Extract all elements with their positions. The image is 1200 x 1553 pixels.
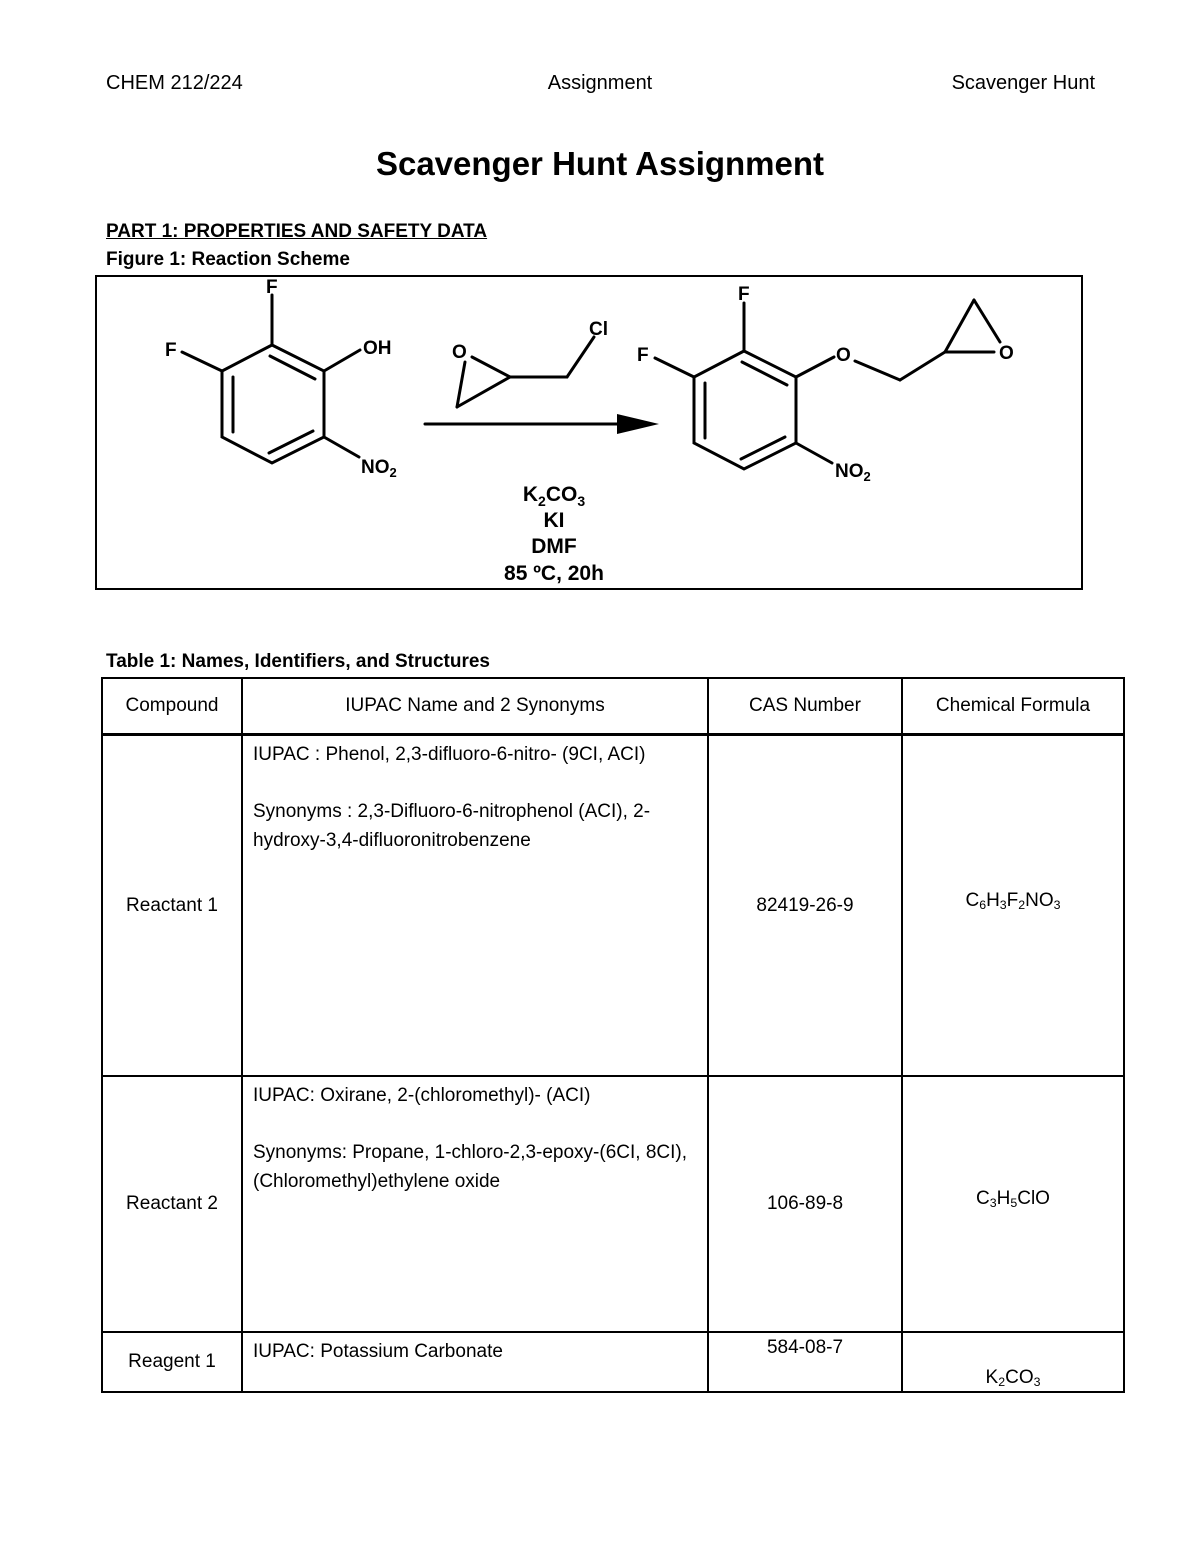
atom-oh-r1: OH bbox=[363, 338, 392, 359]
synonyms: Synonyms : 2,3-Difluoro-6-nitrophenol (ACI), 2-hydroxy-3,4-difluoronitrobenzene bbox=[253, 801, 651, 851]
table1-caption: Table 1: Names, Identifiers, and Structures bbox=[106, 651, 490, 672]
atom-f-left-r1: F bbox=[165, 340, 177, 361]
synonyms: Synonyms: Propane, 1-chloro-2,3-epoxy-(6CI, 8CI), (Chloromethyl)ethylene oxide bbox=[253, 1142, 688, 1192]
formula-cell: $C_6H_3F_2NO_3$ bbox=[902, 735, 1124, 1077]
atom-f-top-product: F bbox=[738, 284, 750, 305]
iupac-name: IUPAC : Phenol, 2,3-difluoro-6-nitro- (9CI, ACI) bbox=[253, 744, 646, 765]
page-title: Scavenger Hunt Assignment bbox=[375, 145, 825, 182]
header-doc-type: Assignment bbox=[547, 72, 653, 94]
table-row bbox=[102, 1076, 1124, 1332]
atom-no2-r1: $NO_2$ bbox=[361, 457, 397, 480]
condition-temp-time: 85 ºC, 20h bbox=[504, 562, 604, 585]
atom-o-epoxide-product: O bbox=[999, 343, 1014, 364]
product-ring bbox=[694, 351, 796, 469]
table-header-row bbox=[102, 678, 1124, 735]
part1-heading: PART 1: PROPERTIES AND SAFETY DATA bbox=[106, 221, 488, 242]
iupac-name: IUPAC: Oxirane, 2-(chloromethyl)- (ACI) bbox=[253, 1085, 591, 1106]
formula-cell: $C_3H_5ClO$ bbox=[902, 1076, 1124, 1332]
col-header-iupac: IUPAC Name and 2 Synonyms bbox=[242, 678, 708, 735]
compound-cell: Reagent 1 bbox=[102, 1332, 242, 1392]
names-identifiers-table bbox=[101, 677, 1125, 1393]
cas-cell: 106-89-8 bbox=[708, 1076, 902, 1332]
iupac-cell bbox=[242, 1076, 708, 1332]
compound-cell: Reactant 2 bbox=[102, 1076, 242, 1332]
col-header-cas: CAS Number bbox=[708, 678, 902, 735]
iupac-cell bbox=[242, 735, 708, 1077]
iupac-cell bbox=[242, 1332, 708, 1392]
cas-cell: 584-08-7 bbox=[708, 1332, 902, 1392]
arrow-head bbox=[617, 414, 659, 434]
atom-f-left-product: F bbox=[637, 345, 649, 366]
condition-k2co3: $K_2CO_3$ bbox=[522, 483, 586, 509]
condition-ki: KI bbox=[543, 509, 565, 532]
cas-cell: 82419-26-9 bbox=[708, 735, 902, 1077]
reactant1-ring bbox=[222, 345, 324, 463]
header-course: CHEM 212/224 bbox=[106, 72, 243, 94]
compound-cell: Reactant 1 bbox=[102, 735, 242, 1077]
atom-f-top-r1: F bbox=[266, 277, 278, 298]
formula-cell: $K_2CO_3$ bbox=[902, 1332, 1124, 1392]
condition-dmf: DMF bbox=[531, 535, 577, 558]
col-header-formula: Chemical Formula bbox=[902, 678, 1124, 735]
atom-o-epoxide: O bbox=[452, 342, 467, 363]
table-row bbox=[102, 735, 1124, 1077]
reaction-scheme-drawing bbox=[97, 277, 1081, 588]
epoxide-ring-left bbox=[457, 362, 465, 407]
figure1-caption: Figure 1: Reaction Scheme bbox=[106, 249, 350, 270]
col-header-compound: Compound bbox=[102, 678, 242, 735]
atom-cl: Cl bbox=[589, 319, 608, 340]
iupac-name: IUPAC: Potassium Carbonate bbox=[253, 1341, 503, 1362]
header-topic: Scavenger Hunt bbox=[951, 72, 1095, 94]
table-row bbox=[102, 1332, 1124, 1392]
atom-no2-product: $NO_2$ bbox=[835, 461, 871, 484]
reaction-scheme bbox=[95, 275, 1083, 590]
atom-o-ether-product: O bbox=[836, 345, 851, 366]
